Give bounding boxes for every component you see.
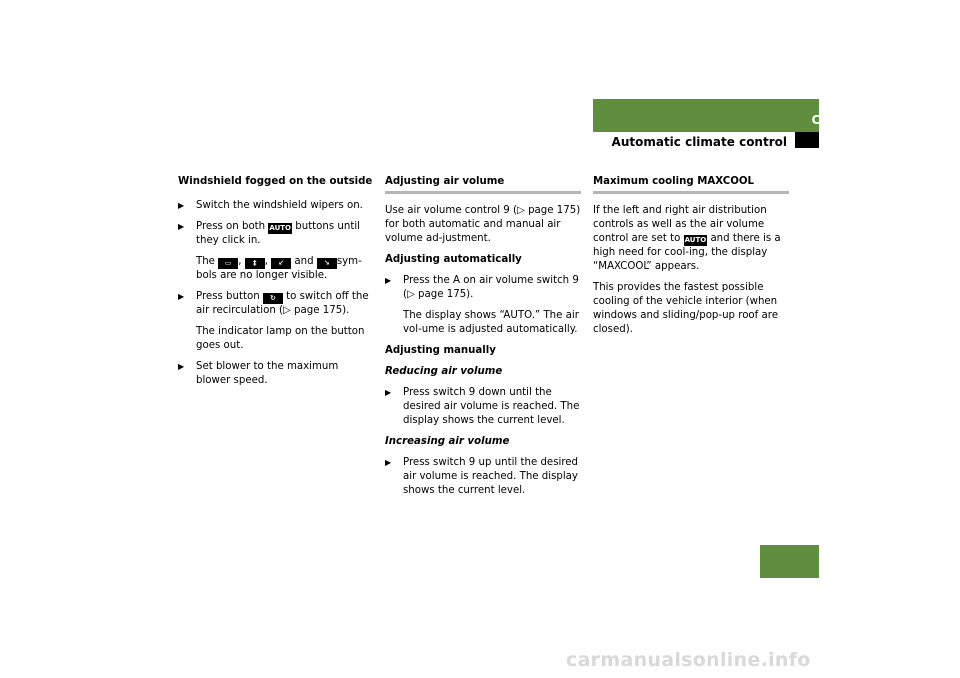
list-item: ▶ Press on both AUTO buttons until they click in. — [178, 221, 360, 246]
col3-title: Maximum cooling MAXCOOL — [593, 175, 789, 194]
subheading-italic: Increasing air volume — [385, 436, 510, 447]
bullet-icon: ▶ — [178, 292, 185, 301]
list-item: ▶ Press button ↻ to switch off the air recirculation (▷ page 175). — [178, 291, 369, 316]
bullet-icon: ▶ — [178, 201, 185, 210]
list-item: ▶ Set blower to the maximum blower speed. — [178, 361, 339, 386]
bullet-icon: ▶ — [385, 388, 392, 397]
list-item: ▶ Switch the windshield wipers on. — [178, 200, 363, 211]
auto-button-icon: AUTO — [269, 224, 292, 232]
col2-title: Adjusting air volume — [385, 175, 581, 194]
bullet-icon: ▶ — [178, 222, 185, 231]
bullet-icon: ▶ — [385, 276, 392, 285]
windshield-icon: ▭ — [218, 258, 238, 269]
bullet-icon: ▶ — [385, 458, 392, 467]
note: The display shows “AUTO.” The air vol-ume is adjusted automatically. — [403, 310, 579, 335]
section-title: Controls in detail — [811, 113, 928, 127]
airflow-footwell-icon: ↘ — [317, 258, 337, 269]
airflow-down-icon: ↙ — [271, 258, 291, 269]
subheading-italic: Reducing air volume — [385, 366, 503, 377]
note: The ▭ , ‡ , ↙ and ↘ sym-bols are no longer visible. — [196, 256, 362, 281]
subheading: Adjusting manually — [385, 345, 496, 356]
list-item: ▶ Press switch 9 down until the desired air volume is reached. The display shows the current level. — [385, 387, 580, 426]
bullet-icon: ▶ — [178, 362, 185, 371]
header-tab — [795, 132, 819, 148]
paragraph: If the left and right air distribution controls as well as the air volume control are set to AUTO and there is a high need for cool-ing, the display “MAXCOOL” appears. — [593, 205, 781, 272]
list-item: ▶ Press the A on air volume switch 9 (▷ page 175). — [385, 275, 579, 300]
list-item: ▶ Press switch 9 up until the desired air volume is reached. The display shows the current level. — [385, 457, 579, 496]
subheading: Adjusting automatically — [385, 254, 522, 265]
column-3 — [593, 175, 789, 344]
auto-button-icon: AUTO — [684, 236, 707, 244]
header-bar — [593, 99, 819, 132]
paragraph: Use air volume control 9 (▷ page 175) for both automatic and manual air volume ad-justment. — [385, 205, 581, 244]
recirculation-icon: ↻ — [263, 293, 283, 304]
column-2 — [385, 175, 581, 505]
page-number: 179 — [900, 549, 928, 564]
paragraph: This provides the fastest possible cooling of the vehicle interior (when windows and sliding/pop-up roof are closed). — [593, 282, 778, 335]
subsection-title: Automatic climate control — [611, 135, 787, 149]
page-number-box — [760, 545, 819, 578]
note: The indicator lamp on the button goes out. — [196, 326, 365, 351]
airflow-up-down-icon: ‡ — [245, 258, 265, 269]
column-1 — [178, 175, 374, 395]
watermark: carmanualsonline.info — [566, 649, 811, 671]
col1-title: Windshield fogged on the outside — [178, 176, 373, 187]
